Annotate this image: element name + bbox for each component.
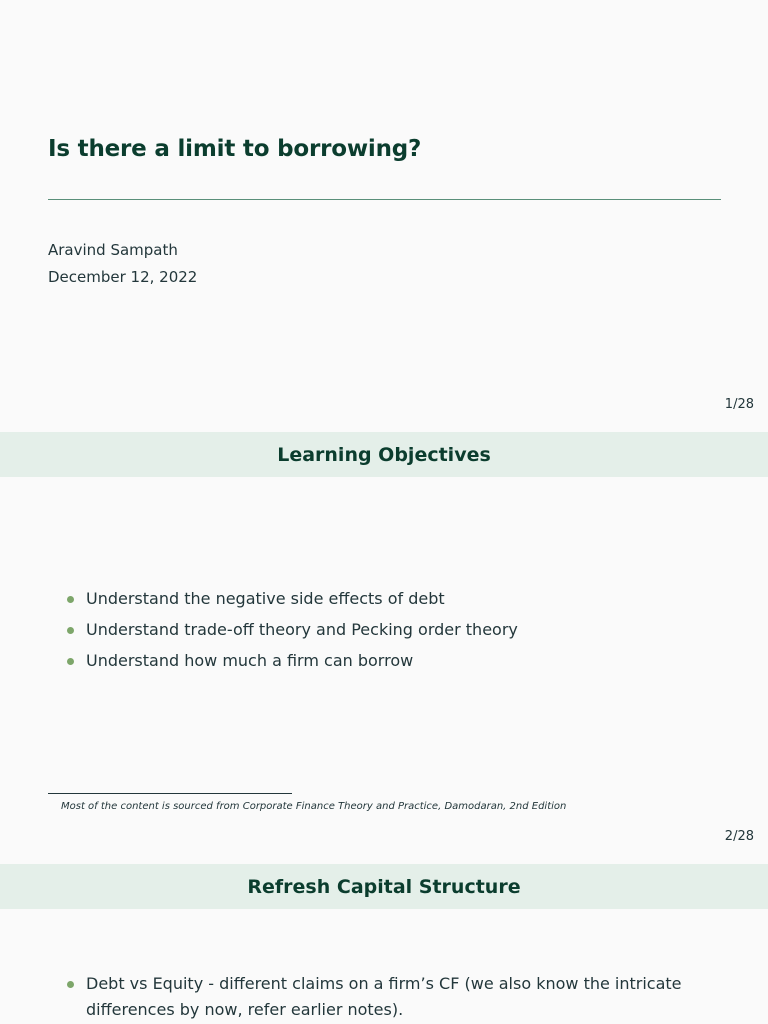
list-item-text: Understand how much a firm can borrow xyxy=(86,651,414,670)
list-item-text: Understand trade-off theory and Pecking order theory xyxy=(86,620,518,639)
list-item xyxy=(66,971,736,1023)
bullet-icon xyxy=(67,658,74,665)
bullet-icon xyxy=(67,596,74,603)
bullet-icon xyxy=(67,627,74,634)
frame-header xyxy=(0,432,768,477)
frame-title: Learning Objectives xyxy=(277,443,491,466)
title-divider xyxy=(48,199,721,200)
frame-title: Refresh Capital Structure xyxy=(247,875,521,898)
page-number: 2/28 xyxy=(724,829,754,844)
list-item-text: Debt vs Equity - different claims on a firm’s CF (we also know the intricate differences by now, refer earlier notes). xyxy=(86,974,682,1019)
list-item xyxy=(66,650,736,671)
capital-structure-list xyxy=(66,971,736,1024)
frame-header xyxy=(0,864,768,909)
title-slide xyxy=(0,0,768,432)
presentation-date: December 12, 2022 xyxy=(48,268,198,286)
footnote: Most of the content is sourced from Corporate Finance Theory and Practice, Damodaran, 2nd Edition xyxy=(61,801,567,812)
list-item xyxy=(66,588,736,609)
bullet-icon xyxy=(67,981,74,988)
author-name: Aravind Sampath xyxy=(48,241,178,259)
objectives-list xyxy=(66,588,736,681)
presentation-title: Is there a limit to borrowing? xyxy=(48,136,422,162)
list-item-text: Understand the negative side effects of debt xyxy=(86,589,445,608)
list-item xyxy=(66,619,736,640)
footnote-divider xyxy=(48,793,292,794)
page-number: 1/28 xyxy=(724,397,754,412)
